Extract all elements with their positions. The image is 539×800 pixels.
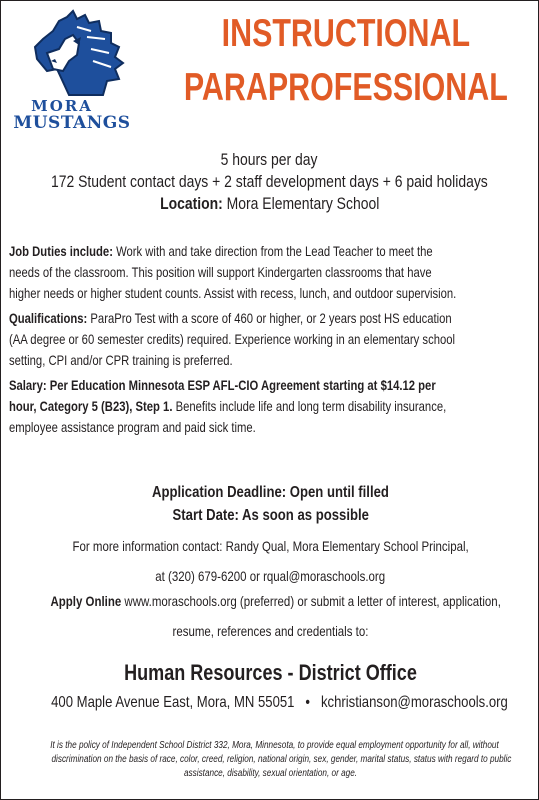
apply-line-2: resume, references and credentials to:	[172, 623, 369, 639]
duties-paragraph	[9, 241, 531, 304]
apply-line-1: www.moraschools.org (preferred) or submit a letter of interest, application,	[121, 593, 501, 609]
location-value: Mora Elementary School	[222, 194, 380, 213]
hr-address: 400 Maple Avenue East, Mora, MN 55051	[51, 694, 295, 711]
schedule-block	[1, 149, 538, 215]
duties-line-2: needs of the classroom. This position will support Kindergarten classrooms that have	[9, 264, 432, 280]
qualifications-line-2: (AA degree or 60 semester credits) required. Experience working in an elementary school	[9, 331, 456, 347]
qualifications-label: Qualifications:	[9, 310, 88, 326]
hr-email: kchristianson@moraschools.org	[320, 694, 508, 711]
duties-label: Job Duties include:	[9, 243, 113, 259]
hr-address-block	[1, 691, 539, 715]
apply-block	[1, 586, 539, 646]
contact-days: 172 Student contact days + 2 staff development days + 6 paid holidays	[51, 172, 488, 191]
mustang-horse-logo-icon	[7, 9, 137, 99]
salary-paragraph	[9, 375, 531, 438]
salary-line-1: Salary: Per Education Minnesota ESP AFL-CIO Agreement starting at $14.12 per	[9, 377, 436, 393]
contact-line-2: at (320) 679-6200 or rqual@moraschools.org	[155, 568, 386, 584]
salary-line-3: employee assistance program and paid sick time.	[9, 419, 256, 435]
contact-line-1: For more information contact: Randy Qual, Mora Elementary School Principal,	[72, 538, 469, 554]
policy-line-3: assistance, disability, sexual orientation, or age.	[183, 768, 358, 779]
duties-line-1: Work with and take direction from the Lead Teacher to meet the	[112, 243, 433, 259]
equal-opportunity-policy	[1, 739, 539, 781]
deadline-block	[1, 481, 539, 527]
page-title	[161, 7, 531, 115]
contact-block	[1, 531, 539, 591]
logo-text-mora: MORA	[31, 97, 93, 115]
title-line-2: PARAPROFESSIONAL	[183, 66, 508, 109]
logo-text-mustangs: MUSTANGS	[13, 113, 131, 133]
policy-line-2: discrimination on the basis of race, color, creed, religion, national origin, sex, gender, marital status, status with regard to public	[51, 754, 512, 765]
application-deadline: Application Deadline: Open until filled	[152, 484, 389, 501]
job-details	[9, 241, 531, 442]
header	[1, 1, 538, 141]
qualifications-line-3: setting, CPI and/or CPR training is preferred.	[9, 352, 233, 368]
duties-line-3: higher needs or higher student counts. Assist with recess, lunch, and outdoor supervision.	[9, 285, 457, 301]
salary-line-2-bold: hour, Category 5 (B23), Step 1.	[9, 398, 173, 414]
policy-line-1: It is the policy of Independent School District 332, Mora, Minnesota, to provide equal employment opportunity for all, without	[50, 740, 499, 751]
title-line-1: INSTRUCTIONAL	[221, 12, 471, 55]
qualifications-paragraph	[9, 308, 531, 371]
mora-mustangs-logo	[7, 9, 137, 135]
salary-line-2-rest: Benefits include life and long term disability insurance,	[172, 398, 447, 414]
hr-title: Human Resources - District Office	[124, 660, 417, 685]
location-label: Location:	[159, 194, 223, 213]
apply-online-label: Apply Online	[50, 593, 122, 609]
location	[160, 193, 379, 215]
hr-title-block	[1, 658, 539, 688]
bullet-separator: •	[305, 694, 311, 711]
start-date: Start Date: As soon as possible	[172, 507, 369, 524]
hours-per-day: 5 hours per day	[221, 150, 318, 169]
qualifications-line-1: ParaPro Test with a score of 460 or higher, or 2 years post HS education	[87, 310, 452, 326]
